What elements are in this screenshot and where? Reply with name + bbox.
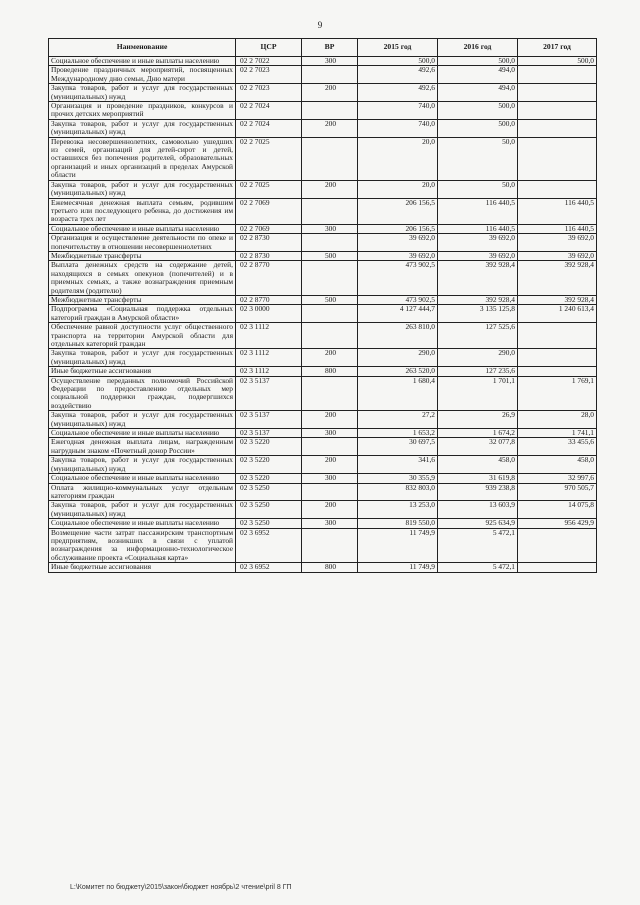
row-2015: 39 692,0 — [358, 251, 438, 260]
row-2017 — [518, 528, 597, 563]
row-name: Социальное обеспечение и иные выплаты населению — [49, 224, 236, 233]
table-row — [49, 501, 597, 519]
header-vr: ВР — [302, 39, 358, 57]
row-name: Закупка товаров, работ и услуг для государственных (муниципальных) нужд — [49, 84, 236, 102]
row-csr: 02 3 1112 — [236, 323, 302, 349]
row-csr: 02 2 7022 — [236, 57, 302, 66]
row-csr: 02 2 7025 — [236, 137, 302, 180]
table-header-row — [49, 39, 597, 57]
row-2015: 473 902,5 — [358, 295, 438, 304]
header-2017: 2017 год — [518, 39, 597, 57]
table-row — [49, 305, 597, 323]
row-2017: 116 440,5 — [518, 224, 597, 233]
row-vr — [302, 528, 358, 563]
row-2016: 5 472,1 — [438, 528, 518, 563]
row-2016: 127 235,6 — [438, 367, 518, 376]
header-name: Наименование — [49, 39, 236, 57]
row-vr — [302, 198, 358, 224]
row-2017 — [518, 367, 597, 376]
row-name: Социальное обеспечение и иные выплаты населению — [49, 474, 236, 483]
row-2015: 500,0 — [358, 57, 438, 66]
row-csr: 02 2 7069 — [236, 224, 302, 233]
table-row — [49, 102, 597, 120]
row-csr: 02 2 7023 — [236, 84, 302, 102]
row-2015: 11 749,9 — [358, 528, 438, 563]
row-2017: 392 928,4 — [518, 295, 597, 304]
row-name: Проведение праздничных мероприятий, посвященных Международному дню семьи, Дню матери — [49, 66, 236, 84]
row-csr: 02 3 5137 — [236, 411, 302, 429]
row-csr: 02 2 8730 — [236, 251, 302, 260]
row-2016: 5 472,1 — [438, 563, 518, 572]
table-row — [49, 119, 597, 137]
row-csr: 02 3 6952 — [236, 563, 302, 572]
row-2015: 30 355,9 — [358, 474, 438, 483]
row-2017 — [518, 119, 597, 137]
row-2015: 206 156,5 — [358, 198, 438, 224]
row-2016: 1 674,2 — [438, 429, 518, 438]
table-row — [49, 295, 597, 304]
row-2017: 458,0 — [518, 456, 597, 474]
row-2015: 290,0 — [358, 349, 438, 367]
row-csr: 02 3 5250 — [236, 501, 302, 519]
row-vr: 500 — [302, 251, 358, 260]
row-name: Обеспечение равной доступности услуг общественного транспорта на территории Амурской области для отдельных категорий граждан — [49, 323, 236, 349]
row-2016: 500,0 — [438, 119, 518, 137]
row-name: Межбюджетные трансферты — [49, 295, 236, 304]
row-2016: 13 603,9 — [438, 501, 518, 519]
row-2017: 39 692,0 — [518, 234, 597, 252]
row-vr: 300 — [302, 57, 358, 66]
table-row — [49, 367, 597, 376]
row-2017 — [518, 563, 597, 572]
row-name: Перевозка несовершеннолетних, самовольно ушедших из семей, организаций для детей-сирот и детей, оставшихся без попечения родителей, образовательных организаций и иных организаций в пределах Амурской области — [49, 137, 236, 180]
row-2017: 14 075,8 — [518, 501, 597, 519]
row-vr — [302, 137, 358, 180]
row-csr: 02 3 5220 — [236, 438, 302, 456]
row-csr: 02 2 7023 — [236, 66, 302, 84]
row-2016: 127 525,6 — [438, 323, 518, 349]
row-2017: 33 455,6 — [518, 438, 597, 456]
row-vr: 200 — [302, 180, 358, 198]
row-2017: 970 505,7 — [518, 483, 597, 501]
row-2016: 392 928,4 — [438, 295, 518, 304]
row-2016: 116 440,5 — [438, 224, 518, 233]
row-name: Закупка товаров, работ и услуг для государственных (муниципальных) нужд — [49, 180, 236, 198]
row-vr: 800 — [302, 367, 358, 376]
row-2015: 13 253,0 — [358, 501, 438, 519]
row-csr: 02 2 7069 — [236, 198, 302, 224]
row-2017: 39 692,0 — [518, 251, 597, 260]
row-name: Осуществление переданных полномочий Российской Федерации по предоставлению отдельных мер социальной поддержки граждан, подвергшихся воздействию — [49, 376, 236, 411]
row-2016: 3 135 125,8 — [438, 305, 518, 323]
row-2016: 494,0 — [438, 66, 518, 84]
row-vr — [302, 261, 358, 296]
row-name: Подпрограмма «Социальная поддержка отдельных категорий граждан в Амурской области» — [49, 305, 236, 323]
row-2015: 341,6 — [358, 456, 438, 474]
row-vr: 300 — [302, 429, 358, 438]
row-vr: 200 — [302, 349, 358, 367]
row-2015: 206 156,5 — [358, 224, 438, 233]
row-csr: 02 3 5250 — [236, 519, 302, 528]
table-row — [49, 483, 597, 501]
row-name: Ежегодная денежная выплата лицам, награжденным нагрудным знаком «Почетный донор России» — [49, 438, 236, 456]
row-2015: 1 653,2 — [358, 429, 438, 438]
row-2015: 740,0 — [358, 119, 438, 137]
row-2017: 32 997,6 — [518, 474, 597, 483]
row-2017 — [518, 66, 597, 84]
row-2016: 939 238,8 — [438, 483, 518, 501]
table-row — [49, 519, 597, 528]
table-row — [49, 376, 597, 411]
table-row — [49, 261, 597, 296]
row-2016: 1 701,1 — [438, 376, 518, 411]
row-2015: 20,0 — [358, 180, 438, 198]
row-2016: 26,9 — [438, 411, 518, 429]
row-csr: 02 3 5220 — [236, 474, 302, 483]
row-vr: 300 — [302, 519, 358, 528]
row-name: Выплата денежных средств на содержание детей, находящихся в семьях опекунов (попечителей) и в приемных семьях, а также вознаграждения приемным родителям (родителю) — [49, 261, 236, 296]
row-vr: 200 — [302, 456, 358, 474]
row-vr: 500 — [302, 295, 358, 304]
row-name: Закупка товаров, работ и услуг для государственных (муниципальных) нужд — [49, 456, 236, 474]
row-csr: 02 2 8770 — [236, 261, 302, 296]
row-name: Закупка товаров, работ и услуг для государственных (муниципальных) нужд — [49, 119, 236, 137]
row-csr: 02 3 1112 — [236, 349, 302, 367]
row-csr: 02 2 7024 — [236, 119, 302, 137]
row-2015: 473 902,5 — [358, 261, 438, 296]
row-2017: 1 240 613,4 — [518, 305, 597, 323]
row-vr: 200 — [302, 411, 358, 429]
row-2016: 116 440,5 — [438, 198, 518, 224]
row-2016: 32 077,8 — [438, 438, 518, 456]
table-row — [49, 456, 597, 474]
row-csr: 02 2 7024 — [236, 102, 302, 120]
row-vr — [302, 66, 358, 84]
row-2017: 392 928,4 — [518, 261, 597, 296]
row-2016: 290,0 — [438, 349, 518, 367]
row-csr: 02 3 6952 — [236, 528, 302, 563]
row-vr — [302, 102, 358, 120]
table-row — [49, 349, 597, 367]
row-2016: 500,0 — [438, 57, 518, 66]
row-vr — [302, 376, 358, 411]
row-name: Социальное обеспечение и иные выплаты населению — [49, 429, 236, 438]
row-2015: 263 810,0 — [358, 323, 438, 349]
table-row — [49, 224, 597, 233]
row-2016: 39 692,0 — [438, 234, 518, 252]
table-row — [49, 323, 597, 349]
row-2017 — [518, 349, 597, 367]
table-row — [49, 84, 597, 102]
row-2015: 4 127 444,7 — [358, 305, 438, 323]
row-vr: 300 — [302, 224, 358, 233]
row-2017 — [518, 180, 597, 198]
row-2015: 819 550,0 — [358, 519, 438, 528]
row-name: Межбюджетные трансферты — [49, 251, 236, 260]
row-2016: 500,0 — [438, 102, 518, 120]
row-2015: 492,6 — [358, 66, 438, 84]
row-2016: 458,0 — [438, 456, 518, 474]
row-2017: 956 429,9 — [518, 519, 597, 528]
row-2016: 50,0 — [438, 180, 518, 198]
footer-file-path: L:\Комитет по бюджету\2015\закон\бюджет ноябрь\2 чтение\pril 8 ГП — [70, 884, 292, 891]
row-2017 — [518, 84, 597, 102]
table-row — [49, 429, 597, 438]
header-2016: 2016 год — [438, 39, 518, 57]
row-2015: 1 680,4 — [358, 376, 438, 411]
row-2015: 39 692,0 — [358, 234, 438, 252]
table-row — [49, 411, 597, 429]
row-csr: 02 3 1112 — [236, 367, 302, 376]
table-row — [49, 234, 597, 252]
row-csr: 02 3 5137 — [236, 429, 302, 438]
table-row — [49, 57, 597, 66]
row-2015: 832 803,0 — [358, 483, 438, 501]
table-row — [49, 563, 597, 572]
table-row — [49, 251, 597, 260]
row-vr: 300 — [302, 474, 358, 483]
row-name: Оплата жилищно-коммунальных услуг отдельным категориям граждан — [49, 483, 236, 501]
row-csr: 02 3 5250 — [236, 483, 302, 501]
row-csr: 02 3 5137 — [236, 376, 302, 411]
row-vr — [302, 438, 358, 456]
row-2015: 492,6 — [358, 84, 438, 102]
row-2016: 39 692,0 — [438, 251, 518, 260]
table-row — [49, 528, 597, 563]
row-2017: 28,0 — [518, 411, 597, 429]
row-name: Иные бюджетные ассигнования — [49, 367, 236, 376]
table-row — [49, 137, 597, 180]
row-2015: 27,2 — [358, 411, 438, 429]
row-2017: 1 741,1 — [518, 429, 597, 438]
row-2017 — [518, 102, 597, 120]
row-name: Возмещение части затрат пассажирским транспортным предприятиям, возникших в связи с уплатой вознаграждения за информационно-технологическое обслуживание проекта «Социальная карта» — [49, 528, 236, 563]
row-csr: 02 2 8730 — [236, 234, 302, 252]
table-row — [49, 180, 597, 198]
row-csr: 02 2 8770 — [236, 295, 302, 304]
row-name: Закупка товаров, работ и услуг для государственных (муниципальных) нужд — [49, 349, 236, 367]
row-name: Социальное обеспечение и иные выплаты населению — [49, 519, 236, 528]
row-2017: 1 769,1 — [518, 376, 597, 411]
row-csr: 02 3 0000 — [236, 305, 302, 323]
header-2015: 2015 год — [358, 39, 438, 57]
row-csr: 02 3 5220 — [236, 456, 302, 474]
row-vr — [302, 305, 358, 323]
table-row — [49, 474, 597, 483]
row-name: Организация и проведение праздников, конкурсов и прочих детских мероприятий — [49, 102, 236, 120]
row-2017: 116 440,5 — [518, 198, 597, 224]
row-vr — [302, 323, 358, 349]
row-2017 — [518, 137, 597, 180]
row-csr: 02 2 7025 — [236, 180, 302, 198]
row-2016: 50,0 — [438, 137, 518, 180]
row-2015: 11 749,9 — [358, 563, 438, 572]
row-name: Ежемесячная денежная выплата семьям, родившим третьего или последующего ребенка, до достижения им возраста трех лет — [49, 198, 236, 224]
row-name: Закупка товаров, работ и услуг для государственных (муниципальных) нужд — [49, 501, 236, 519]
row-name: Социальное обеспечение и иные выплаты населению — [49, 57, 236, 66]
row-2016: 494,0 — [438, 84, 518, 102]
row-vr: 200 — [302, 119, 358, 137]
row-vr: 200 — [302, 84, 358, 102]
row-2015: 30 697,5 — [358, 438, 438, 456]
row-vr — [302, 234, 358, 252]
header-csr: ЦСР — [236, 39, 302, 57]
row-vr — [302, 483, 358, 501]
row-2017: 500,0 — [518, 57, 597, 66]
table-row — [49, 66, 597, 84]
row-name: Организация и осуществление деятельности по опеке и попечительству в отношении несовершеннолетних — [49, 234, 236, 252]
row-vr: 800 — [302, 563, 358, 572]
row-2016: 31 619,8 — [438, 474, 518, 483]
row-2017 — [518, 323, 597, 349]
row-2016: 392 928,4 — [438, 261, 518, 296]
row-2015: 20,0 — [358, 137, 438, 180]
table-row — [49, 198, 597, 224]
budget-table — [48, 38, 597, 573]
row-vr: 200 — [302, 501, 358, 519]
page-number: 9 — [317, 20, 323, 30]
row-name: Иные бюджетные ассигнования — [49, 563, 236, 572]
row-2015: 263 520,0 — [358, 367, 438, 376]
table-row — [49, 438, 597, 456]
row-name: Закупка товаров, работ и услуг для государственных (муниципальных) нужд — [49, 411, 236, 429]
row-2016: 925 634,9 — [438, 519, 518, 528]
row-2015: 740,0 — [358, 102, 438, 120]
